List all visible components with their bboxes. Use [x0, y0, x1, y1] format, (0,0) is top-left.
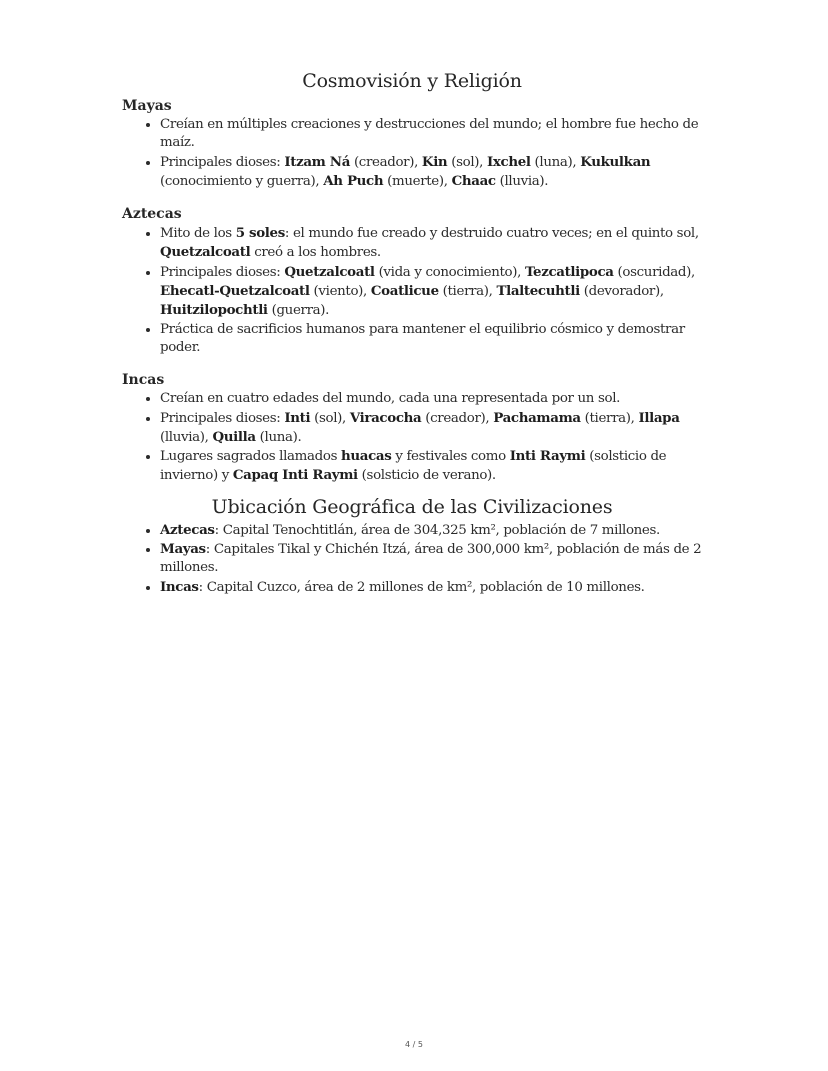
- list-item: • Principales dioses: Itzam Ná (creador), Kin (sol), Ixchel (luna), Kukulkan (conocimiento y guerra), Ah Puch (muerte), Chaac (lluvia).: [160, 153, 702, 192]
- group-heading-incas: Incas: [122, 372, 165, 389]
- bold-term: Tezcatlipoca: [524, 263, 614, 280]
- bold-term: Coatlicue: [370, 283, 439, 300]
- bold-term: huacas: [341, 448, 392, 465]
- list-item: • Incas: Capital Cuzco, área de 2 millones de km², población de 10 millones.: [160, 578, 702, 597]
- section-title-cosmovision: Cosmovisión y Religión: [302, 70, 522, 92]
- list-item: • Lugares sagrados llamados huacas y festivales como Inti Raymi (solsticio de invierno) y Capaq Inti Raymi (solsticio de verano).: [160, 447, 702, 486]
- bold-term: Huitzilopochtli: [160, 302, 268, 319]
- bold-term: Pachamama: [493, 409, 581, 426]
- list-item: • Creían en múltiples creaciones y destrucciones del mundo; el hombre fue hecho de maíz.: [160, 116, 702, 153]
- bullet-list-ubicacion: [122, 521, 702, 597]
- bold-term: Kin: [421, 153, 448, 170]
- document-page: [122, 70, 702, 612]
- bold-term: Viracocha: [349, 409, 422, 426]
- section-title-ubicacion: Ubicación Geográfica de las Civilizaciones: [211, 495, 613, 518]
- bold-term: Itzam Ná: [284, 153, 351, 170]
- group-heading-aztecas: Aztecas: [122, 206, 182, 223]
- list-item: • Mayas: Capitales Tikal y Chichén Itzá, área de 300,000 km², población de más de 2 millones.: [160, 540, 702, 578]
- list-item: • Creían en cuatro edades del mundo, cada una representada por un sol.: [160, 390, 702, 408]
- group-heading-mayas: Mayas: [122, 98, 172, 114]
- bold-term: Inti Raymi: [509, 448, 586, 465]
- bold-term: Quetzalcoatl: [160, 244, 251, 261]
- bullet-list-incas: [122, 390, 702, 485]
- list-item: • Práctica de sacrificios humanos para mantener el equilibrio cósmico y demostrar poder.: [160, 321, 702, 358]
- bold-term: Ah Puch: [323, 172, 384, 189]
- bold-term: Incas: [160, 578, 199, 595]
- page-number: 4 / 5: [405, 1040, 423, 1049]
- bold-term: Quetzalcoatl: [284, 263, 375, 280]
- bold-term: Illapa: [638, 409, 680, 426]
- bullet-list-mayas: [122, 116, 702, 191]
- bold-term: Inti: [284, 409, 311, 426]
- bold-term: Kukulkan: [580, 153, 651, 170]
- bold-term: Ehecatl-Quetzalcoatl: [160, 283, 310, 300]
- bold-term: Chaac: [451, 172, 496, 189]
- bold-term: Aztecas: [160, 521, 215, 538]
- bold-term: Tlaltecuhtli: [496, 283, 580, 300]
- list-item: • Principales dioses: Inti (sol), Viracocha (creador), Pachamama (tierra), Illapa (lluvia), Quilla (luna).: [160, 409, 702, 448]
- list-item: • Principales dioses: Quetzalcoatl (vida y conocimiento), Tezcatlipoca (oscuridad), Ehecatl-Quetzalcoatl (viento), Coatlicue (tierra), Tlaltecuhtli (devorador), Huitzilopochtli (guerra).: [160, 263, 702, 321]
- list-item: • Aztecas: Capital Tenochtitlán, área de 304,325 km², población de 7 millones.: [160, 521, 702, 540]
- list-item: • Mito de los 5 soles: el mundo fue creado y destruido cuatro veces; en el quinto sol, Quetzalcoatl creó a los hombres.: [160, 224, 702, 263]
- bold-term: Ixchel: [486, 153, 531, 170]
- bold-term: Capaq Inti Raymi: [232, 467, 358, 484]
- bold-term: 5 soles: [235, 225, 285, 242]
- bold-term: Quilla: [212, 428, 256, 445]
- bold-term: Mayas: [160, 541, 206, 558]
- bullet-list-aztecas: [122, 224, 702, 357]
